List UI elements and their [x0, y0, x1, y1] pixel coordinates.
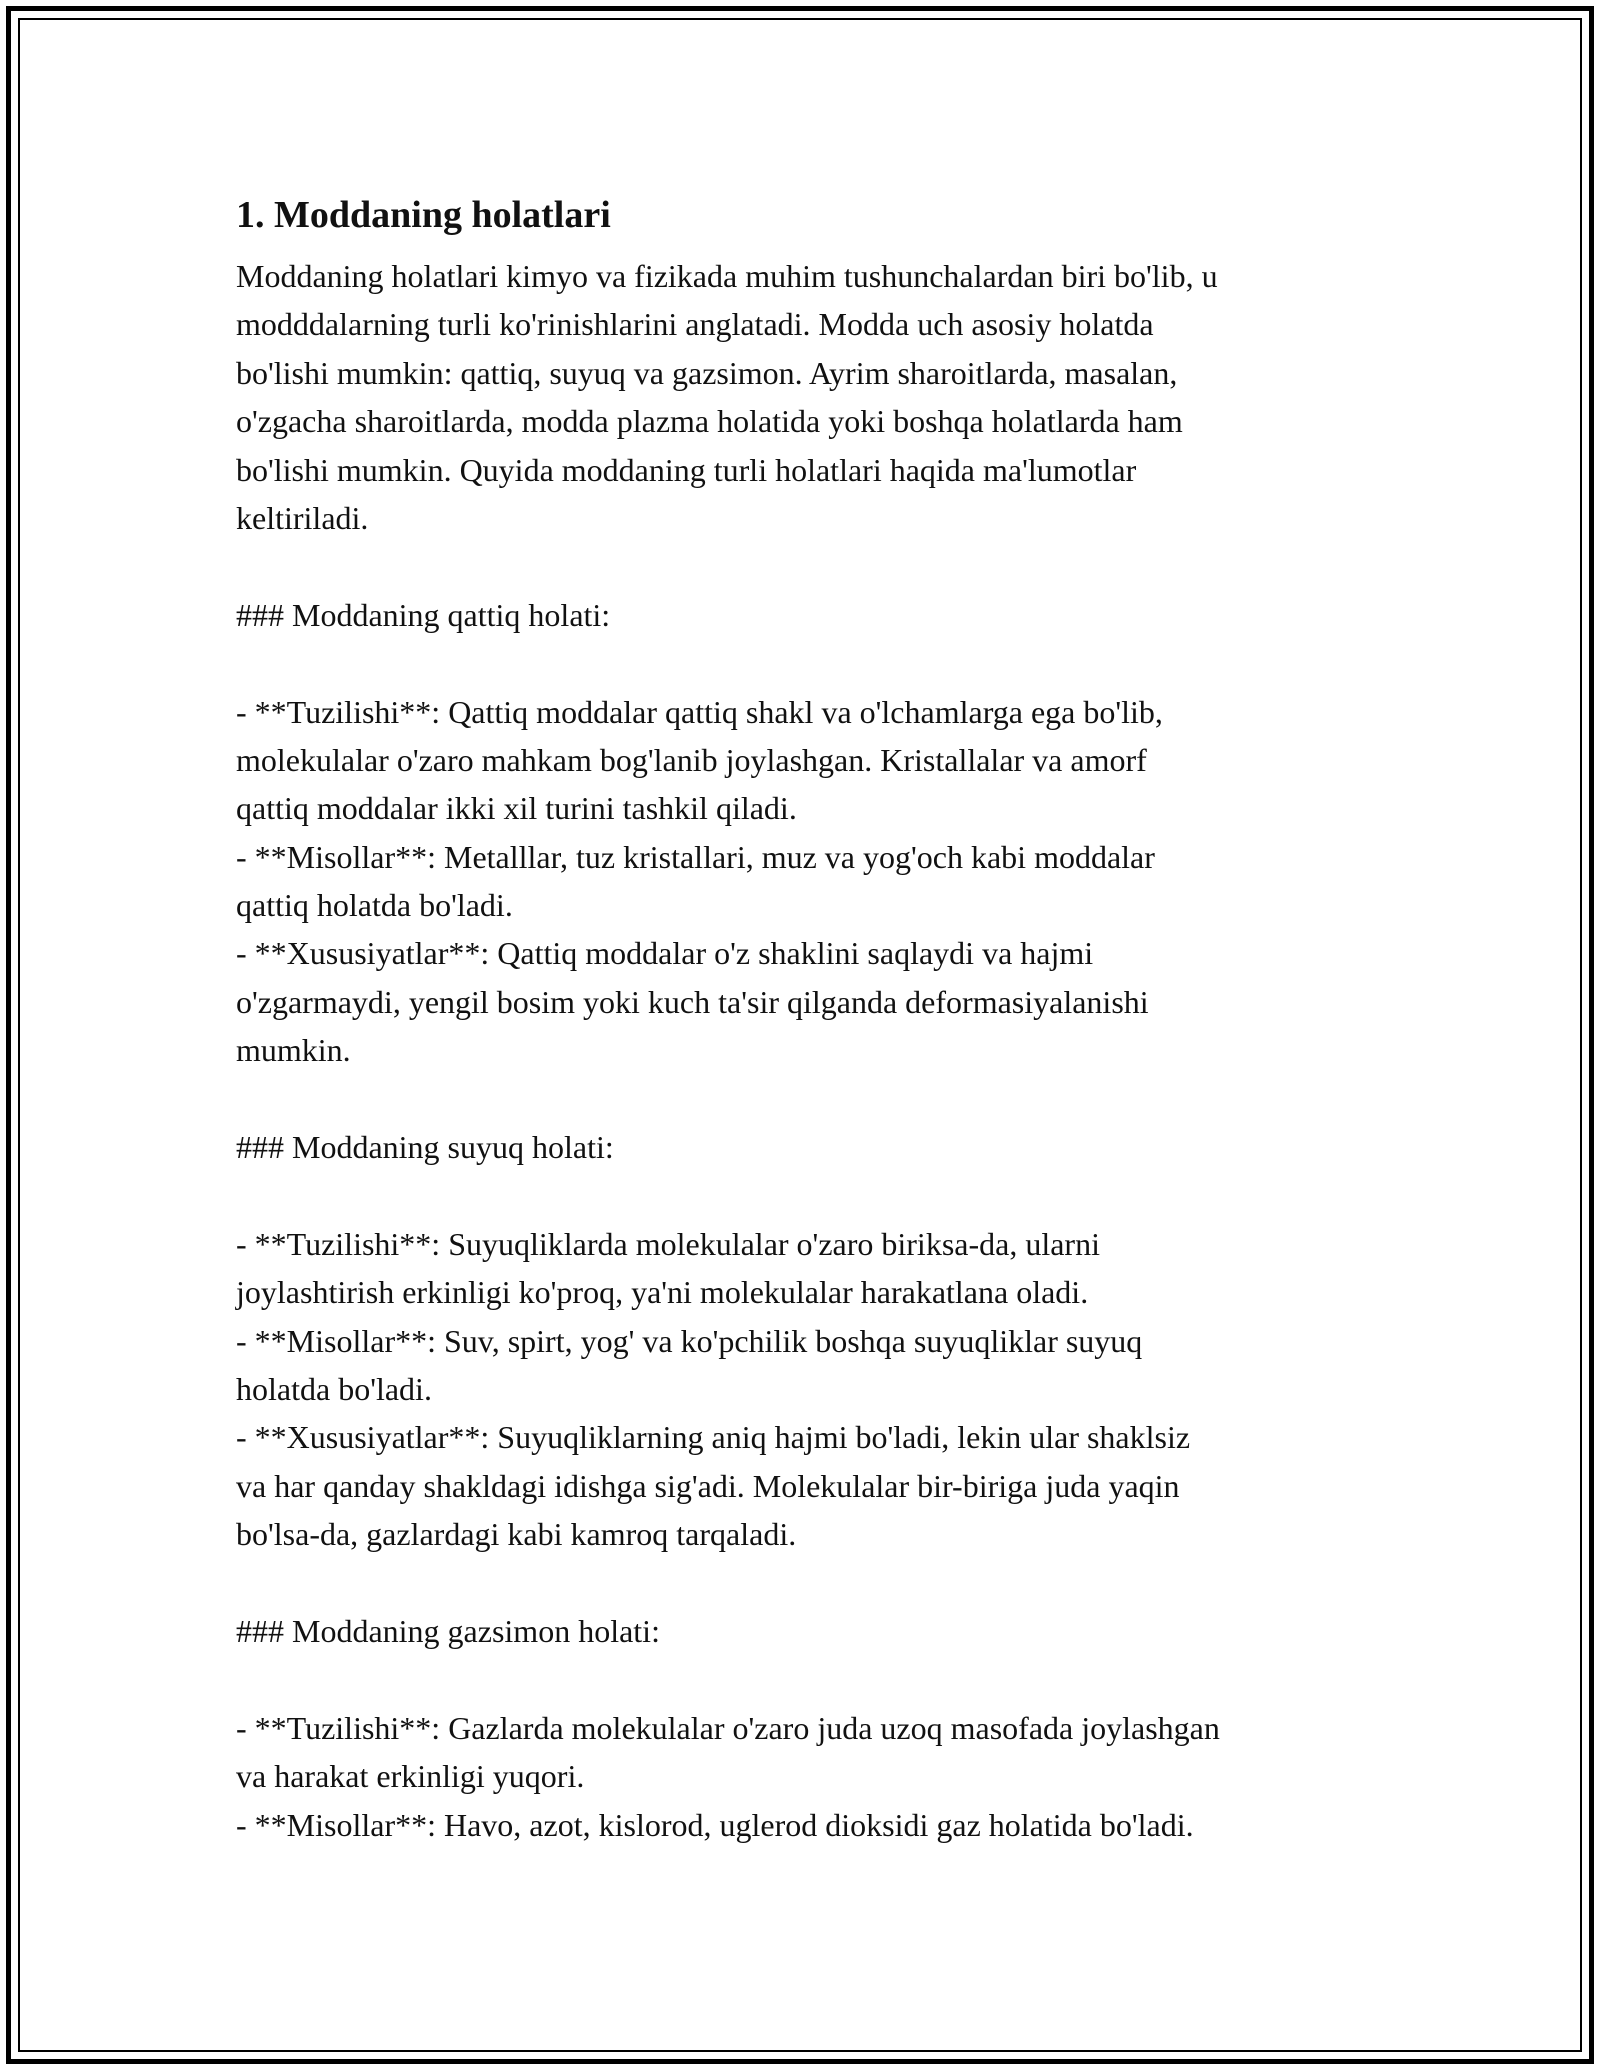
section-heading: 1. Moddaning holatlari [236, 194, 611, 236]
text-line: mumkin. [236, 1032, 351, 1069]
text-line: molekulalar o'zaro mahkam bog'lanib joylashgan. Kristallalar va amorf [236, 741, 1147, 778]
text-line: va harakat erkinligi yuqori. [236, 1758, 585, 1795]
document-body [236, 186, 1386, 1849]
text-line: bo'lsa-da, gazlardagi kabi kamroq tarqaladi. [236, 1516, 797, 1553]
body-text [236, 252, 1386, 1849]
subsection-heading: ### Moddaning suyuq holati: [236, 1129, 614, 1166]
blank-line [236, 639, 1386, 687]
list-item-line: - **Xususiyatlar**: Suyuqliklarning aniq hajmi bo'ladi, lekin ular shaklsiz [236, 1419, 1191, 1456]
subsection-heading: ### Moddaning gazsimon holati: [236, 1612, 660, 1649]
text-line: keltiriladi. [236, 499, 369, 536]
text-line: qattiq moddalar ikki xil turini tashkil qiladi. [236, 790, 797, 827]
list-item-line: - **Tuzilishi**: Suyuqliklarda molekulalar o'zaro biriksa-da, ularni [236, 1225, 1100, 1262]
text-line: va har qanday shakldagi idishga sig'adi. Molekulalar bir-biriga juda yaqin [236, 1467, 1180, 1504]
text-line: modddalarning turli ko'rinishlarini anglatadi. Modda uch asosiy holatda [236, 306, 1154, 343]
list-item-line: - **Tuzilishi**: Qattiq moddalar qattiq shakl va o'lchamlarga ega bo'lib, [236, 693, 1163, 730]
blank-line [236, 542, 1386, 590]
blank-line [236, 1655, 1386, 1703]
list-item-line: - **Xususiyatlar**: Qattiq moddalar o'z shaklini saqlaydi va hajmi [236, 935, 1094, 972]
blank-line [236, 1171, 1386, 1219]
list-item-line: - **Tuzilishi**: Gazlarda molekulalar o'zaro juda uzoq masofada joylashgan [236, 1709, 1220, 1746]
blank-line [236, 1075, 1386, 1123]
list-item-line: - **Misollar**: Metalllar, tuz kristallari, muz va yog'och kabi moddalar [236, 838, 1155, 875]
list-item-line: - **Misollar**: Suv, spirt, yog' va ko'pchilik boshqa suyuqliklar suyuq [236, 1322, 1143, 1359]
text-line: holatda bo'ladi. [236, 1370, 432, 1407]
text-line: Moddaning holatlari kimyo va fizikada muhim tushunchalardan biri bo'lib, u [236, 258, 1218, 294]
text-line: qattiq holatda bo'ladi. [236, 887, 513, 924]
text-line: bo'lishi mumkin. Quyida moddaning turli holatlari haqida ma'lumotlar [236, 451, 1137, 488]
blank-line [236, 1559, 1386, 1607]
text-line: o'zgacha sharoitlarda, modda plazma holatida yoki boshqa holatlarda ham [236, 403, 1183, 440]
subsection-heading: ### Moddaning qattiq holati: [236, 596, 611, 633]
text-line: joylashtirish erkinligi ko'proq, ya'ni molekulalar harakatlana oladi. [236, 1274, 1089, 1311]
text-line: o'zgarmaydi, yengil bosim yoki kuch ta'sir qilganda deformasiyalanishi [236, 983, 1149, 1020]
text-line: bo'lishi mumkin: qattiq, suyuq va gazsimon. Ayrim sharoitlarda, masalan, [236, 354, 1178, 391]
list-item-line: - **Misollar**: Havo, azot, kislorod, uglerod dioksidi gaz holatida bo'ladi. [236, 1806, 1194, 1843]
